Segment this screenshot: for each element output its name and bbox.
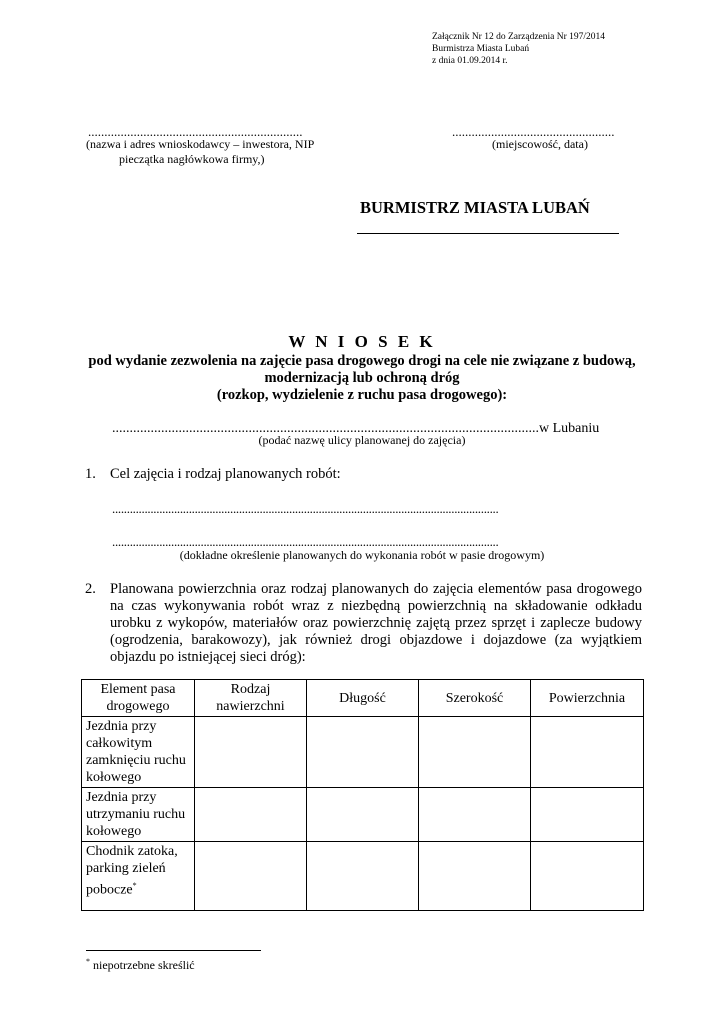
point1-dots-line2[interactable]: ................................................................................................................................... [112, 534, 499, 549]
subheading-line2: modernizacją lub ochroną dróg [264, 370, 460, 386]
point1-dots-line1[interactable]: ................................................................................................................................... [112, 501, 499, 516]
table-cell[interactable] [307, 717, 419, 788]
row-label: Jezdnia przy utrzymaniu ruchu kołowego [82, 788, 195, 842]
table-cell[interactable] [531, 842, 644, 911]
table-cell[interactable] [419, 788, 531, 842]
table-cell[interactable] [419, 717, 531, 788]
attachment-note [432, 31, 605, 67]
applicant-dots[interactable]: .................................................................. [88, 124, 303, 139]
table-cell[interactable] [195, 842, 307, 911]
table-header: Powierzchnia [531, 680, 644, 717]
point1-text: Cel zajęcia i rodzaj planowanych robót: [110, 466, 341, 482]
row-label: Jezdnia przy całkowitym zamknięciu ruchu kołowego [82, 717, 195, 788]
table-header: Szerokość [419, 680, 531, 717]
footnote-text: niepotrzebne skreślić [90, 958, 195, 972]
table-cell[interactable] [195, 717, 307, 788]
point2-text: Planowana powierzchnia oraz rodzaj planowanych do zajęcia elementów pasa drogowego na czas wykonywania robót wraz z niezbędną powierzchnią na składowanie odkładu urobku z wykopów, materiałów oraz powierzchnię zajętą przez sprzęt i zaplecze budowy (ogrodzenia, barakowozy), jak również drogi objazdowe i dojazdowe (za wyjątkiem objazdu po istniejącej sieci dróg): [110, 581, 642, 665]
table-cell[interactable] [531, 717, 644, 788]
point1-caption: (dokładne określenie planowanych do wykonania robót w pasie drogowym) [179, 548, 545, 562]
subheading-line1: pod wydanie zezwolenia na zajęcie pasa drogowego drogi na cele nie związane z budową, [88, 353, 636, 369]
table-row [82, 717, 644, 788]
table-cell[interactable] [307, 788, 419, 842]
table-cell[interactable] [531, 788, 644, 842]
row-label-text: Chodnik zatoka, parking zieleń pobocze [86, 844, 178, 898]
footnote-mark: * [86, 957, 90, 966]
subheading-line3: (rozkop, wydzielenie z ruchu pasa drogowego): [216, 387, 508, 403]
street-dots[interactable]: .......................................................................................................................... [112, 421, 539, 436]
street-suffix: w Lubaniu [539, 421, 600, 436]
table-header: Element pasa drogowego [82, 680, 195, 717]
table-header: Długość [307, 680, 419, 717]
table-row [82, 842, 644, 911]
row-label [82, 842, 195, 911]
footnote [86, 957, 195, 973]
road-elements-table [81, 679, 644, 911]
document-subheading [60, 353, 664, 404]
footnote-divider [86, 950, 261, 951]
addressee-underline [357, 233, 619, 234]
table-cell[interactable] [419, 842, 531, 911]
attachment-note-line1: Załącznik Nr 12 do Zarządzenia Nr 197/2014 [432, 32, 606, 42]
table-header-row [82, 680, 644, 717]
document-heading: W N I O S E K [288, 332, 436, 351]
applicant-caption-line1: (nazwa i adres wnioskodawcy – inwestora, NIP [86, 137, 315, 151]
point1-number: 1. [85, 466, 96, 482]
place-date-caption: (miejscowość, data) [492, 137, 588, 151]
table-row [82, 788, 644, 842]
point2-number: 2. [85, 581, 96, 597]
place-date-dots[interactable]: .................................................. [452, 124, 615, 139]
addressee: BURMISTRZ MIASTA LUBAŃ [360, 198, 590, 217]
street-caption: (podać nazwę ulicy planowanej do zajęcia) [258, 433, 466, 447]
row-footnote-mark: * [132, 881, 137, 890]
attachment-note-line2: Burmistrza Miasta Lubań [432, 44, 530, 54]
applicant-caption-line2: pieczątka nagłówkowa firmy,) [119, 152, 265, 166]
attachment-note-line3: z dnia 01.09.2014 r. [432, 56, 508, 66]
table-header: Rodzaj nawierzchni [195, 680, 307, 717]
table-cell[interactable] [195, 788, 307, 842]
table-cell[interactable] [307, 842, 419, 911]
